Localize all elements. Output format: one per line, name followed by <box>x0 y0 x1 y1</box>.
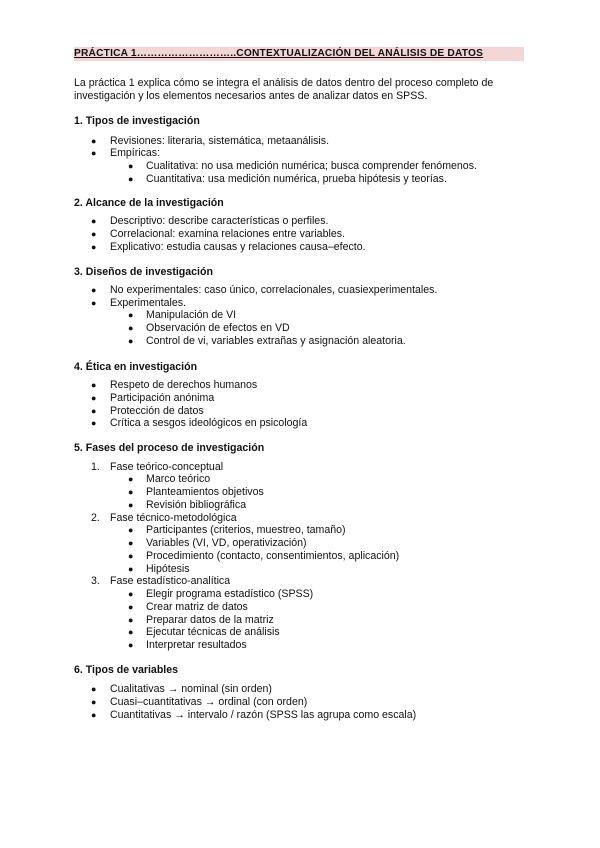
bullet-icon: ● <box>91 136 97 146</box>
bullet-icon: ● <box>128 640 134 650</box>
bullet-icon: ● <box>128 336 134 346</box>
bullet-icon: ● <box>91 298 97 308</box>
list-number: 2. <box>91 512 100 524</box>
list-item: Cualitativa: no usa medición numérica; busca comprender fenómenos. <box>146 160 477 172</box>
bullet-icon: ● <box>91 380 97 390</box>
list-item: Fase estadístico-analítica <box>110 575 231 587</box>
list-item: Cuantitativa: usa medición numérica, prueba hipótesis y teorías. <box>146 173 447 185</box>
bullet-icon: ● <box>128 564 134 574</box>
bullet-icon: ● <box>91 216 97 226</box>
list-item: Marco teórico <box>146 473 211 485</box>
list-item: Observación de efectos en VD <box>146 322 290 334</box>
bullet-icon: ● <box>128 589 134 599</box>
list-item: Cualitativas → nominal (sin orden) <box>110 683 272 695</box>
list-item: Fase técnico-metodológica <box>110 512 237 524</box>
bullet-icon: ● <box>128 474 134 484</box>
section-heading: 2. Alcance de la investigación <box>74 197 224 209</box>
bullet-icon: ● <box>128 323 134 333</box>
bullet-icon: ● <box>91 242 97 252</box>
bullet-icon: ● <box>128 174 134 184</box>
bullet-icon: ● <box>128 487 134 497</box>
bullet-icon: ● <box>91 684 97 694</box>
list-item: Fase teórico-conceptual <box>110 461 224 473</box>
bullet-icon: ● <box>128 525 134 535</box>
list-item: Revisión bibliográfica <box>146 499 247 511</box>
section-heading: 5. Fases del proceso de investigación <box>74 442 265 454</box>
bullet-icon: ● <box>128 161 134 171</box>
bullet-icon: ● <box>128 602 134 612</box>
list-item: Procedimiento (contacto, consentimientos, aplicación) <box>146 550 400 562</box>
list-item: Preparar datos de la matriz <box>146 614 274 626</box>
bullet-icon: ● <box>128 615 134 625</box>
bullet-icon: ● <box>91 710 97 720</box>
bullet-icon: ● <box>91 285 97 295</box>
section-heading: 6. Tipos de variables <box>74 664 179 676</box>
list-item: Cuasi–cuantitativas → ordinal (con orden) <box>110 696 308 708</box>
bullet-icon: ● <box>91 697 97 707</box>
bullet-icon: ● <box>128 551 134 561</box>
list-number: 3. <box>91 575 100 587</box>
list-item: Planteamientos objetivos <box>146 486 264 498</box>
bullet-icon: ● <box>91 393 97 403</box>
list-item: Hipótesis <box>146 563 190 575</box>
list-item: Participación anónima <box>110 392 215 404</box>
bullet-icon: ● <box>128 500 134 510</box>
section-heading: 4. Ética en investigación <box>74 361 198 373</box>
list-item: Revisiones: literaria, sistemática, metaanálisis. <box>110 135 330 147</box>
bullet-icon: ● <box>128 310 134 320</box>
list-item: Ejecutar técnicas de análisis <box>146 626 280 638</box>
intro-paragraph: La práctica 1 explica cómo se integra el análisis de datos dentro del proceso completo de investigación y los elementos necesarios antes de analizar datos en SPSS. <box>74 77 494 102</box>
bullet-icon: ● <box>91 418 97 428</box>
list-item: Experimentales. <box>110 297 186 309</box>
bullet-icon: ● <box>128 538 134 548</box>
list-item: Empíricas: <box>110 147 161 159</box>
section-heading: 1. Tipos de investigación <box>74 115 200 127</box>
list-item: Cuantitativas → intervalo / razón (SPSS las agrupa como escala) <box>110 709 417 721</box>
list-item: No experimentales: caso único, correlacionales, cuasiexperimentales. <box>110 284 438 296</box>
list-item: Variables (VI, VD, operativización) <box>146 537 307 549</box>
list-item: Participantes (criterios, muestreo, tamaño) <box>146 524 346 536</box>
list-item: Respeto de derechos humanos <box>110 379 258 391</box>
list-item: Elegir programa estadístico (SPSS) <box>146 588 314 600</box>
bullet-icon: ● <box>91 229 97 239</box>
list-item: Correlacional: examina relaciones entre variables. <box>110 228 345 240</box>
list-item: Descriptivo: describe características o perfiles. <box>110 215 329 227</box>
list-item: Protección de datos <box>110 405 204 417</box>
list-item: Manipulación de VI <box>146 309 237 321</box>
bullet-icon: ● <box>91 148 97 158</box>
list-item: Crear matriz de datos <box>146 601 248 613</box>
bullet-icon: ● <box>91 406 97 416</box>
list-item: Interpretar resultados <box>146 639 247 651</box>
list-item: Control de vi, variables extrañas y asignación aleatoria. <box>146 335 406 347</box>
bullet-icon: ● <box>128 627 134 637</box>
section-heading: 3. Diseños de investigación <box>74 266 213 278</box>
document-title: PRÁCTICA 1………………………..CONTEXTUALIZACIÓN DEL ANÁLISIS DE DATOS <box>74 47 524 61</box>
list-item: Explicativo: estudia causas y relaciones causa–efecto. <box>110 241 366 253</box>
list-item: Crítica a sesgos ideológicos en psicología <box>110 417 308 429</box>
list-number: 1. <box>91 461 100 473</box>
